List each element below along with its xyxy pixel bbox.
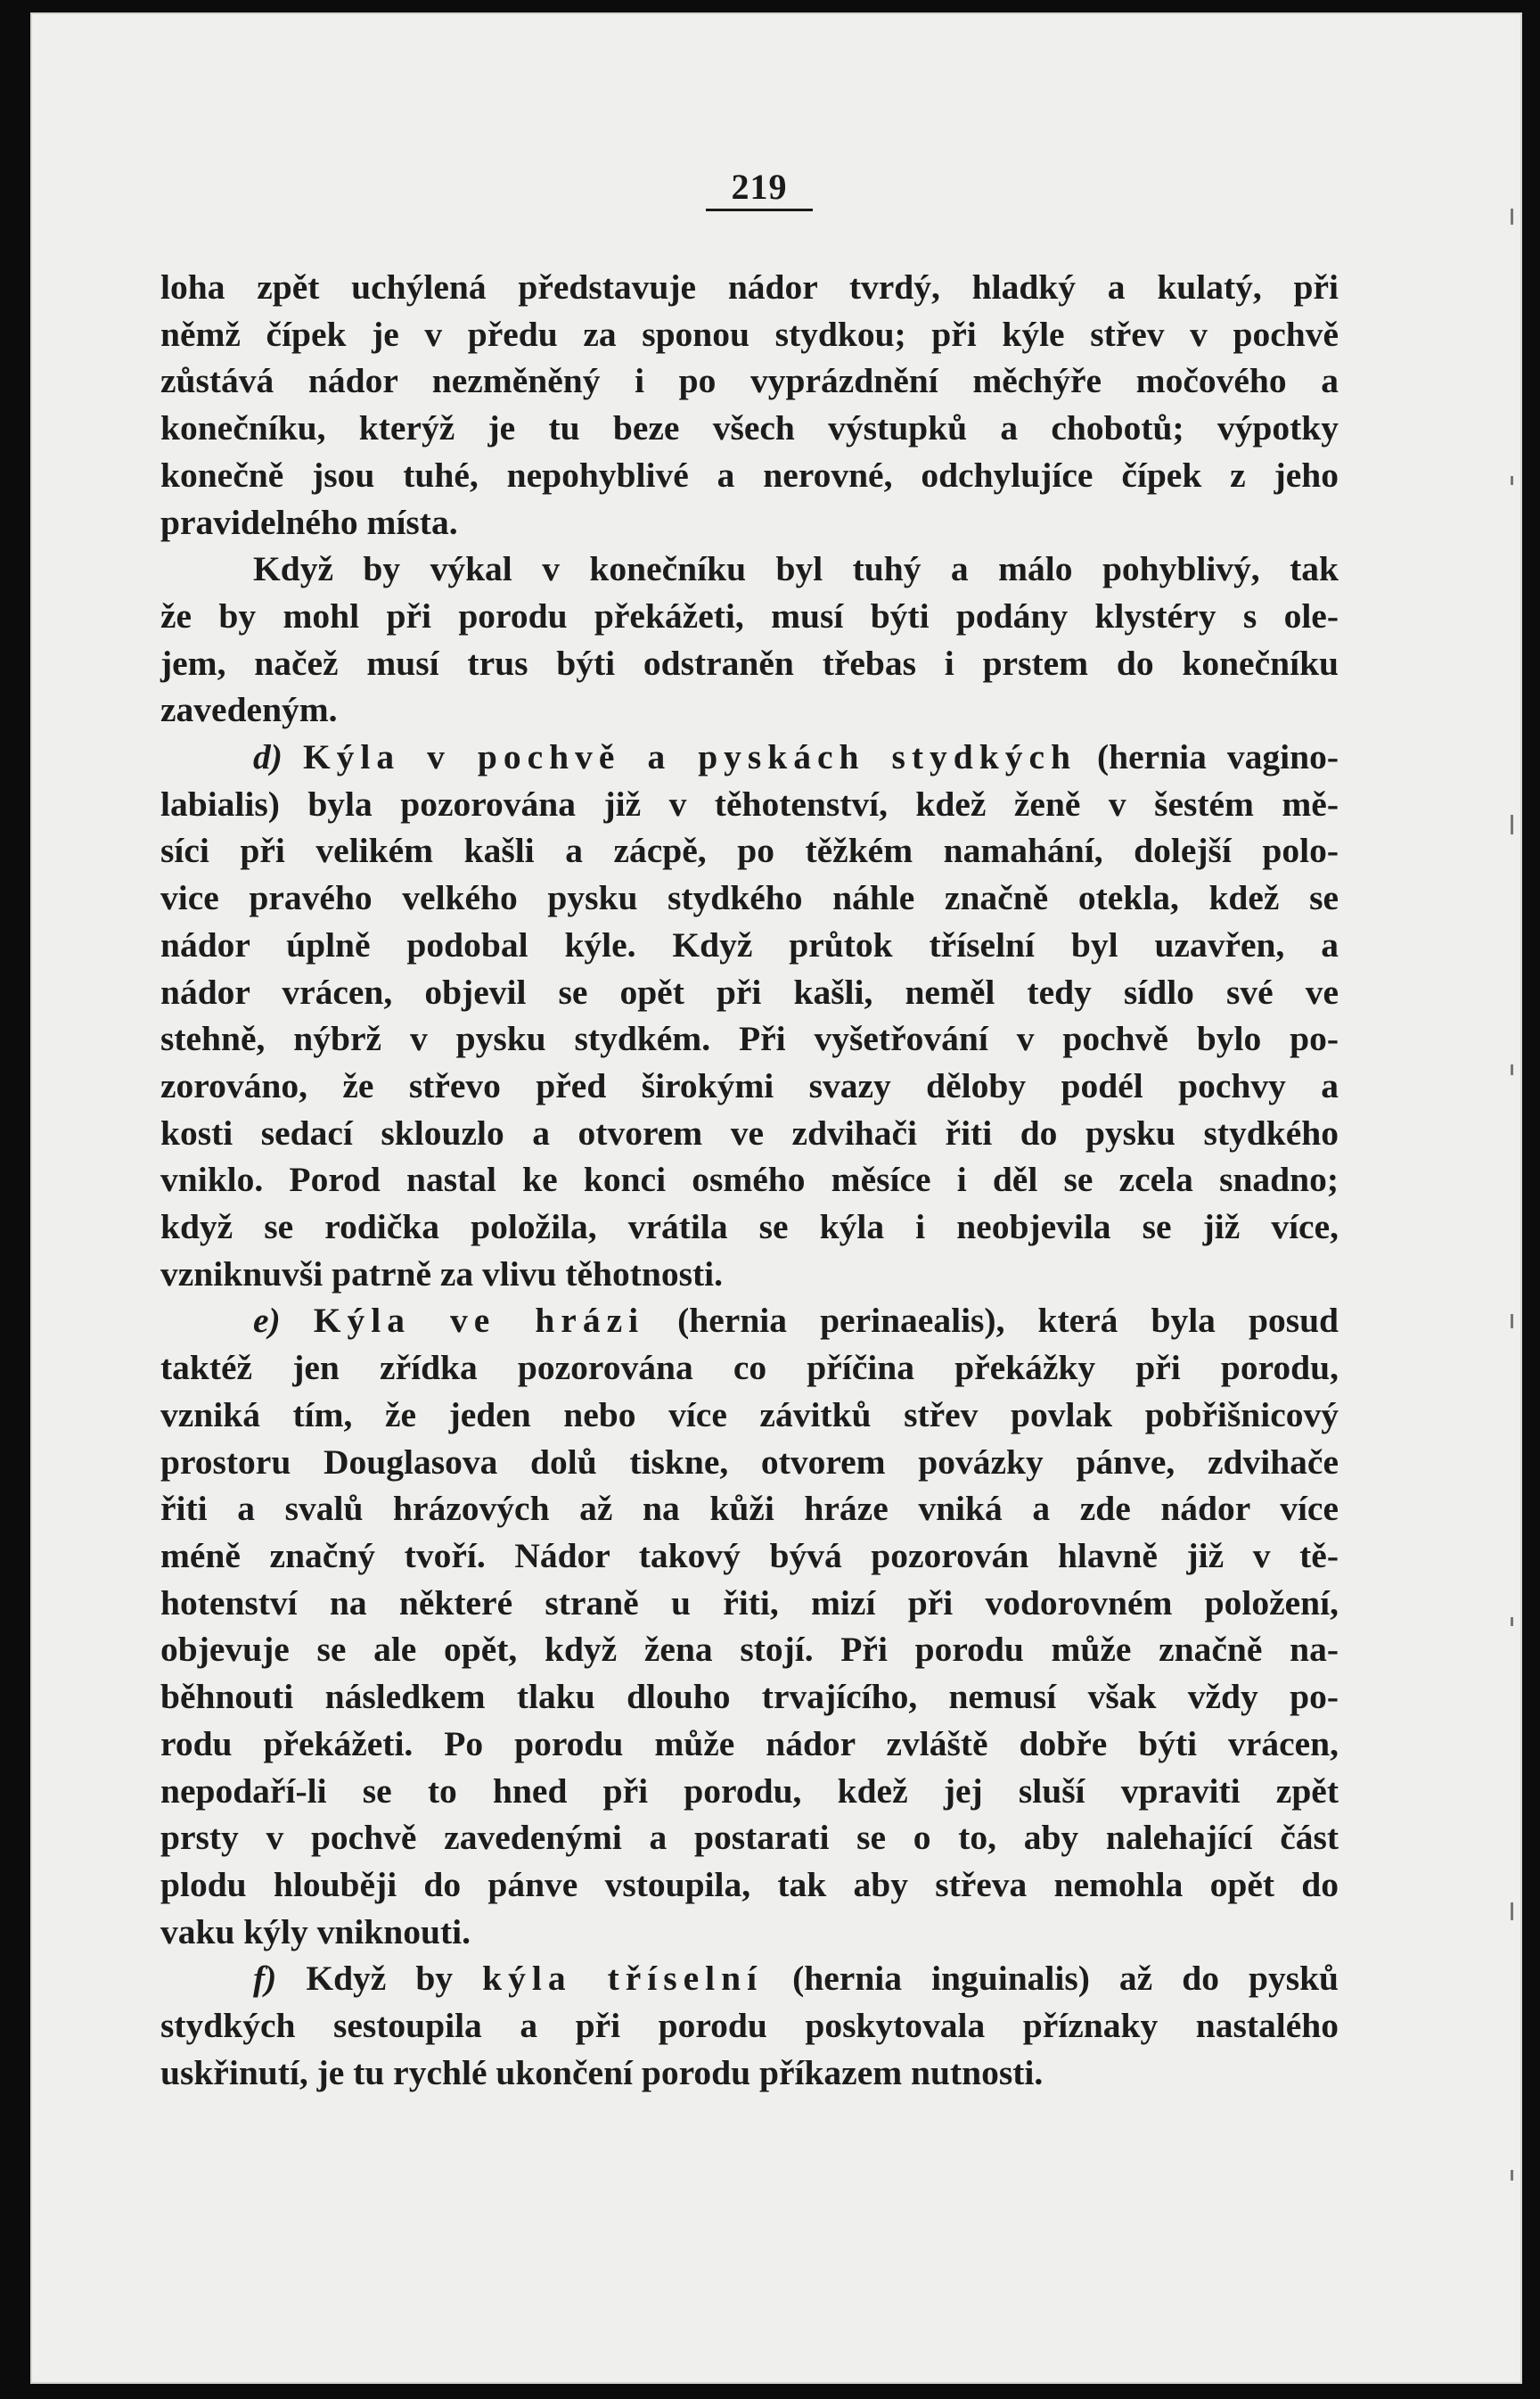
section-first-line [160, 734, 1339, 781]
text-line: (hernia perinaealis), která byla posud [677, 1301, 1339, 1341]
text-line: prsty v pochvě zavedenými a postarati se o to, aby nalehající část [160, 1818, 1339, 1858]
page-edge-marks [1508, 12, 1513, 2384]
text-line: loha zpět uchýlená představuje nádor tvrdý, hladký a kulatý, při [160, 267, 1339, 307]
text-line: rodu překážeti. Po porodu může nádor zvláště dobře býti vrácen, [160, 1723, 1339, 1763]
text-line: konečně jsou tuhé, nepohyblivé a nerovné, odchylujíce čípek z jeho [160, 455, 1339, 495]
section-letter: e) [253, 1301, 281, 1341]
text-line: konečníku, kterýž je tu beze všech výstupků a chobotů; výpotky [160, 408, 1339, 448]
paragraph-1 [160, 264, 1339, 546]
text-line: nádor vrácen, objevil se opět při kašli, neměl tedy sídlo své ve [160, 972, 1339, 1012]
section-heading: Kýla ve hrázi [313, 1301, 645, 1341]
section-f [160, 1955, 1339, 2096]
text-line: vzniká tím, že jeden nebo více závitků střev povlak pobřišnicový [160, 1394, 1339, 1434]
text-line: vzniknuvši patrně za vlivu těhotnosti. [160, 1253, 723, 1294]
paragraph-2 [160, 546, 1339, 734]
text-line: labialis) byla pozorována již v těhotenství, kdež ženě v šestém mě- [160, 784, 1339, 824]
page-number: 219 [731, 167, 788, 207]
text-line: méně značný tvoří. Nádor takový bývá pozorován hlavně již v tě- [160, 1535, 1339, 1575]
text-line: uskřinutí, je tu rychlé ukončení porodu příkazem nutnosti. [160, 2052, 1044, 2092]
text-line: prostoru Douglasova dolů tiskne, otvorem povázky pánve, zdvihače [160, 1442, 1339, 1482]
text-line: že by mohl při porodu překážeti, musí býti podány klystéry s ole- [160, 596, 1339, 636]
text-line: vice pravého velkého pysku stydkého náhle značně otekla, kdež se [160, 878, 1339, 918]
text-line: nádor úplně podobal kýle. Když průtok tříselní byl uzavřen, a [160, 924, 1339, 965]
text-line: kosti sedací sklouzlo a otvorem ve zdvihači řiti do pysku stydkého [160, 1113, 1339, 1153]
text-line: plodu hlouběji do pánve vstoupila, tak aby střeva nemohla opět do [160, 1864, 1339, 1904]
text-line: když se rodička položila, vrátila se kýla i neobjevila se již více, [160, 1207, 1339, 1247]
body-text [160, 264, 1339, 2096]
section-letter: f) [253, 1959, 277, 1999]
section-e [160, 1297, 1339, 1955]
section-first-line [160, 1297, 1339, 1344]
text-line: stydkých sestoupila a při porodu poskytovala příznaky nastalého [160, 2006, 1339, 2046]
text-line: Když by výkal v konečníku byl tuhý a málo pohyblivý, tak [253, 549, 1339, 589]
text-line: (hernia inguinalis) až do pysků [792, 1959, 1339, 1999]
section-heading: kýla tříselní [482, 1959, 764, 1999]
section-first-line [160, 1955, 1339, 2002]
text-line: taktéž jen zřídka pozorována co příčina překážky při porodu, [160, 1348, 1339, 1388]
text-line: běhnouti následkem tlaku dlouho trvajícího, nemusí však vždy po- [160, 1677, 1339, 1717]
text-line: jem, načež musí trus býti odstraněn třebas i prstem do konečníku [160, 643, 1339, 683]
text-line: zavedeným. [160, 690, 338, 730]
text-line: zorováno, že střevo před širokými svazy děloby podél pochvy a [160, 1065, 1339, 1105]
page-number-underline [706, 209, 813, 211]
text-line: síci při velikém kašli a zácpě, po těžkém namahání, dolejší polo- [160, 831, 1339, 871]
section-heading: Kýla v pochvě a pyskách stydkých [302, 737, 1077, 777]
text-line: (hernia vagino- [1097, 737, 1339, 777]
text-line: zůstává nádor nezměněný i po vyprázdnění měchýře močového a [160, 361, 1339, 401]
book-page [30, 12, 1522, 2384]
text-line: němž čípek je v předu za sponou stydkou; při kýle střev v pochvě [160, 314, 1339, 354]
section-d [160, 734, 1339, 1297]
text-line: nepodaří-li se to hned při porodu, kdež jej sluší vpraviti zpět [160, 1770, 1339, 1811]
section-letter: d) [253, 737, 283, 777]
text-line: řiti a svalů hrázových až na kůži hráze vniká a zde nádor více [160, 1489, 1339, 1529]
text-line: objevuje se ale opět, když žena stojí. Při porodu může značně na- [160, 1630, 1339, 1670]
text-line: stehně, nýbrž v pysku stydkém. Při vyšetřování v pochvě bylo po- [160, 1019, 1339, 1059]
text-line: hotenství na některé straně u řiti, mizí při vodorovném položení, [160, 1582, 1339, 1623]
text-line: pravidelného místa. [160, 502, 458, 542]
text-line: vaku kýly vniknouti. [160, 1911, 471, 1951]
text-line: vniklo. Porod nastal ke konci osmého měsíce i děl se zcela snadno; [160, 1160, 1339, 1200]
text-line: Když by [306, 1959, 454, 1999]
